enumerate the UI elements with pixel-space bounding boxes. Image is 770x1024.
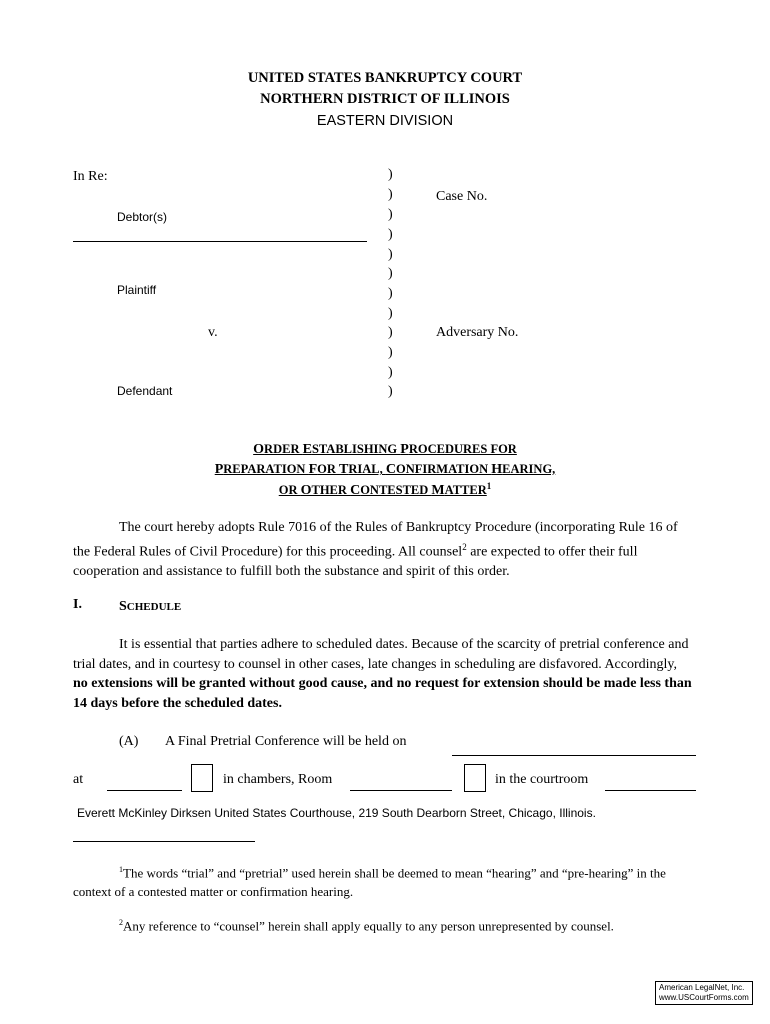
case-number-label: Case No. xyxy=(436,189,488,204)
title-rest: REPARATION xyxy=(223,462,309,476)
intro-text-b: are expected to offer their full cooperation and assistance to fulfill both the substance and spirit of this order. xyxy=(73,544,638,579)
footnote-1-mark: 1 xyxy=(119,865,123,874)
title-initial: C xyxy=(350,483,361,499)
debtor-label: Debtor(s) xyxy=(117,210,168,224)
title-initial: O xyxy=(253,442,265,457)
section-heading-initial: S xyxy=(119,599,127,614)
order-title-line3-text xyxy=(279,483,487,497)
title-initial: T xyxy=(339,462,349,477)
intro-text-a: The court hereby adopts Rule 7016 of the Rules of Bankruptcy Procedure (incorporating Rule 16 of the Federal Rules of Civil Procedure) for this proceeding. All counsel xyxy=(73,520,678,560)
section-number: I. xyxy=(73,597,82,612)
title-initial: P xyxy=(214,462,224,477)
footnote-ref-2: 2 xyxy=(462,541,467,552)
caption-paren: ) xyxy=(388,247,393,262)
title-rest: EARING, xyxy=(502,462,556,476)
item-a-text: A Final Pretrial Conference will be held on xyxy=(165,734,407,749)
title-initial: C xyxy=(385,462,396,477)
title-rest: ONFIRMATION xyxy=(396,462,492,476)
publisher-stamp xyxy=(655,981,753,1005)
title-initial: O xyxy=(300,483,312,499)
courtroom-label: in the courtroom xyxy=(495,772,589,787)
order-title-line2 xyxy=(0,462,770,478)
caption-paren: ) xyxy=(388,286,393,301)
defendant-label: Defendant xyxy=(117,384,173,398)
caption-paren: ) xyxy=(388,306,393,321)
schedule-bold-text: no extensions will be granted without good cause, and no request for extension should be made less than 14 days before the scheduled dates. xyxy=(73,676,692,711)
conference-time-field[interactable] xyxy=(107,790,182,791)
caption-paren: ) xyxy=(388,345,393,360)
caption-paren: ) xyxy=(388,167,393,182)
section-heading xyxy=(119,597,181,615)
caption-paren: ) xyxy=(388,266,393,281)
court-division: EASTERN DIVISION xyxy=(316,113,454,129)
title-rest: OR xyxy=(278,483,301,498)
caption-paren: ) xyxy=(388,325,393,340)
caption-paren: ) xyxy=(388,365,393,380)
adversary-number-label: Adversary No. xyxy=(436,325,519,340)
court-name: UNITED STATES BANKRUPTCY COURT xyxy=(247,70,523,86)
item-a-label: (A) xyxy=(119,734,139,749)
caption-paren: ) xyxy=(388,384,393,399)
title-initial: P xyxy=(400,442,409,457)
caption-paren: ) xyxy=(388,227,393,242)
order-title-line3 xyxy=(0,481,770,499)
room-number-field[interactable] xyxy=(350,790,452,791)
caption-paren: ) xyxy=(388,187,393,202)
courtroom-checkbox[interactable] xyxy=(464,764,486,792)
footnote-1 xyxy=(73,860,693,901)
in-re-label: In Re: xyxy=(73,169,108,184)
order-title-line1 xyxy=(0,442,770,458)
footnote-1-text: The words “trial” and “pretrial” used herein shall be deemed to mean “hearing” and “pre-hearing” in the context of a contested matter or confirmation hearing. xyxy=(73,865,666,900)
publisher-website: www.USCourtForms.com xyxy=(659,993,749,1002)
title-rest: ATTER xyxy=(444,483,487,498)
chambers-label: in chambers, Room xyxy=(223,772,333,787)
title-initial: M xyxy=(431,483,445,499)
courtroom-number-field[interactable] xyxy=(605,790,696,791)
caption-paren: ) xyxy=(388,207,393,222)
schedule-text: It is essential that parties adhere to scheduled dates. Because of the scarcity of pretrial conference and trial dates, and in courtesy to counsel in other cases, late changes in scheduling are disfavored. Accordingly, xyxy=(73,637,689,672)
title-initial: H xyxy=(491,462,503,477)
title-rest: RDER xyxy=(264,442,303,456)
title-rest: ONTESTED xyxy=(360,483,432,498)
court-district: NORTHERN DISTRICT OF ILLINOIS xyxy=(260,91,510,107)
footnote-2-mark: 2 xyxy=(119,918,123,927)
schedule-paragraph xyxy=(73,635,693,713)
chambers-checkbox[interactable] xyxy=(191,764,213,792)
intro-paragraph xyxy=(73,518,693,581)
title-rest: STABLISHING xyxy=(311,442,401,456)
section-heading-rest: CHEDULE xyxy=(126,601,182,613)
title-initial: E xyxy=(302,442,312,457)
courthouse-address: Everett McKinley Dirksen United States Courthouse, 219 South Dearborn Street, Chicago, Illinois. xyxy=(77,806,596,820)
footnote-separator xyxy=(73,841,255,842)
title-rest: ROCEDURES FOR xyxy=(408,442,517,456)
footnote-ref-1: 1 xyxy=(486,481,492,491)
at-label: at xyxy=(73,772,84,787)
title-rest: RIAL, xyxy=(348,462,386,476)
publisher-name: American LegalNet, Inc. xyxy=(659,983,745,992)
footnote-2-text: Any reference to “counsel” herein shall apply equally to any person unrepresented by counsel. xyxy=(123,918,614,934)
title-initial: F xyxy=(308,462,318,477)
title-rest: THER xyxy=(311,483,351,498)
title-rest: OR xyxy=(317,462,340,476)
conference-date-field[interactable] xyxy=(452,755,696,756)
plaintiff-label: Plaintiff xyxy=(117,283,157,297)
debtor-name-line[interactable] xyxy=(73,241,367,242)
footnote-2 xyxy=(73,913,693,935)
versus-label: v. xyxy=(208,325,218,340)
